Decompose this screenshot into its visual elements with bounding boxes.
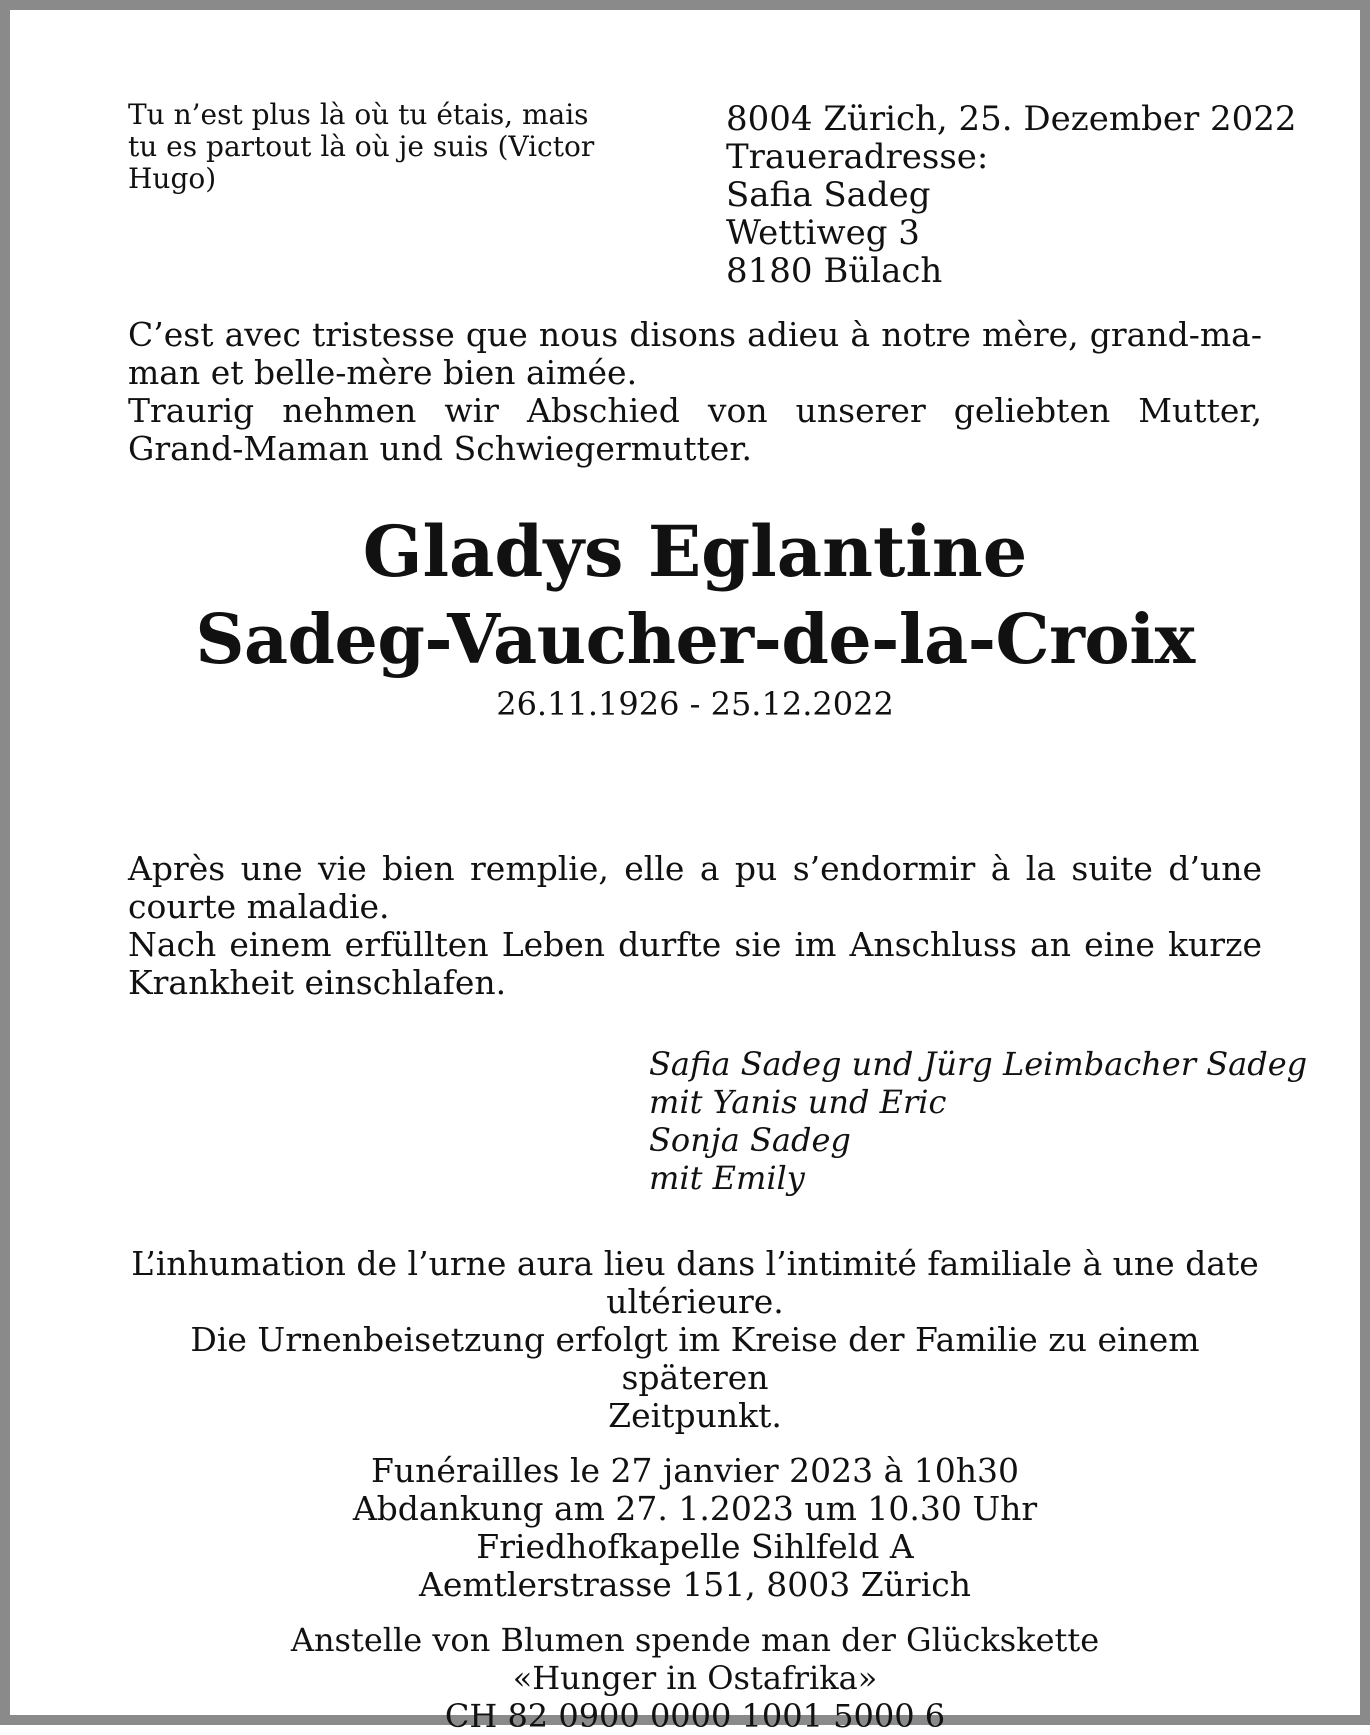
burial-line: Zeitpunkt. xyxy=(608,1396,782,1435)
family-signatures xyxy=(649,1045,1307,1197)
deceased-first-names: Gladys Eglantine xyxy=(362,510,1028,593)
donation-info xyxy=(128,1621,1262,1735)
donation-iban: CH 82 0900 0000 1001 5000 6 xyxy=(444,1697,946,1735)
signature-line: mit Emily xyxy=(649,1159,805,1197)
signature-line: Sonja Sadeg xyxy=(649,1121,851,1159)
signature-line: mit Yanis und Eric xyxy=(649,1083,947,1121)
life-dates: 26.11.1926 - 25.12.2022 xyxy=(496,685,894,723)
body-line: Nach einem erfüllten Leben durfte sie im Anschluss an eine kurze xyxy=(128,925,1262,964)
deceased-surname: Sadeg-Vaucher-de-la-Croix xyxy=(195,600,1195,680)
header-row xyxy=(128,90,1297,300)
address-street: Wettiweg 3 xyxy=(726,213,920,253)
body-paragraph xyxy=(128,850,1262,1002)
service-line: Friedhofkapelle Sihlfeld A xyxy=(476,1527,914,1566)
intro-line: Grand-Maman und Schwiegermutter. xyxy=(128,429,752,468)
quote-line: tu es partout là où je suis (Victor xyxy=(128,130,595,163)
body-line: Krankheit einschlafen. xyxy=(128,963,507,1002)
place-date: 8004 Zürich, 25. Dezember 2022 xyxy=(726,99,1297,139)
quote-line: Tu n’est plus là où tu étais, mais xyxy=(128,98,589,131)
service-line: Abdankung am 27. 1.2023 um 10.30 Uhr xyxy=(352,1489,1038,1528)
body-line: courte maladie. xyxy=(128,887,390,926)
intro-line: Traurig nehmen wir Abschied von unserer geliebten Mutter, xyxy=(128,391,1262,430)
service-line: Funérailles le 27 janvier 2023 à 10h30 xyxy=(370,1451,1020,1490)
burial-line: Die Urnenbeisetzung erfolgt im Kreise der Familie zu einem späteren xyxy=(190,1320,1200,1397)
donation-line: «Hunger in Ostafrika» xyxy=(512,1659,878,1697)
address-city: 8180 Bülach xyxy=(726,251,943,291)
quote-line: Hugo) xyxy=(128,162,217,195)
donation-line: Anstelle von Blumen spende man der Glückskette xyxy=(290,1621,1100,1659)
intro-line: C’est avec tristesse que nous disons adieu à notre mère, grand-ma- xyxy=(128,315,1262,354)
intro-line: man et belle-mère bien aimée. xyxy=(128,353,638,392)
mourning-address xyxy=(726,100,1297,290)
address-name: Safia Sadeg xyxy=(726,175,931,215)
burial-line: ultérieure. xyxy=(606,1282,784,1321)
funeral-service-info xyxy=(128,1452,1262,1604)
signature-line: Safia Sadeg und Jürg Leimbacher Sadeg xyxy=(649,1045,1308,1083)
deceased-name-block xyxy=(128,508,1262,724)
obituary-page xyxy=(128,90,1308,1735)
intro-paragraph xyxy=(128,316,1262,468)
service-line: Aemtlerstrasse 151, 8003 Zürich xyxy=(419,1565,971,1604)
epigraph-quote xyxy=(128,99,618,195)
body-line: Après une vie bien remplie, elle a pu s’endormir à la suite d’une xyxy=(128,849,1262,888)
burial-line: L’inhumation de l’urne aura lieu dans l’intimité familiale à une date xyxy=(131,1244,1259,1283)
burial-notice xyxy=(128,1245,1262,1435)
address-heading: Traueradresse: xyxy=(726,137,989,177)
